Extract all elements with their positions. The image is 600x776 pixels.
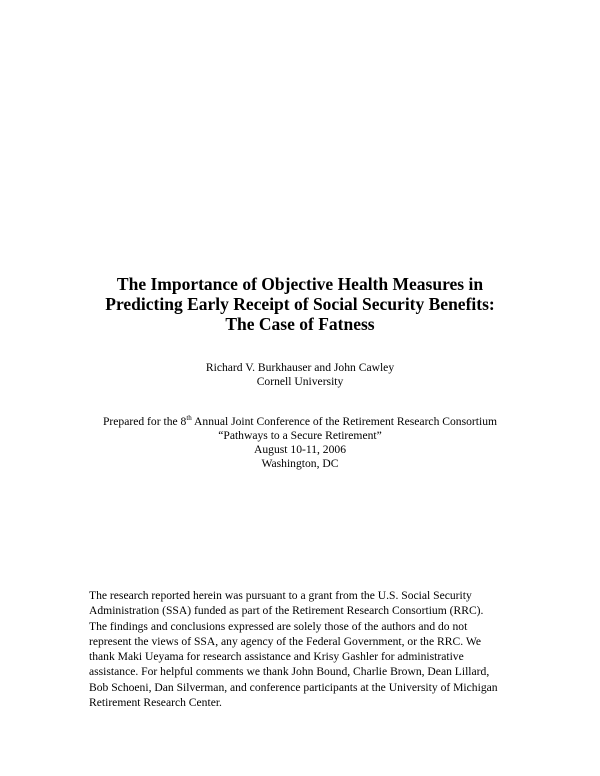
ack-line: The findings and conclusions expressed are solely those of the authors and do not — [89, 619, 468, 633]
conference-prepared-line — [0, 415, 600, 429]
prepared-prefix: Prepared for the 8 — [102, 415, 187, 428]
ack-line: The research reported herein was pursuant to a grant from the U.S. Social Security — [89, 589, 472, 602]
conference-theme: “Pathways to a Secure Retirement” — [218, 429, 382, 442]
ack-line: Bob Schoeni, Dan Silverman, and conference participants at the University of Michigan — [89, 680, 498, 694]
title-line-3: The Case of Fatness — [225, 314, 375, 334]
author-block — [0, 361, 600, 389]
acknowledgment-paragraph — [89, 588, 529, 710]
author-affiliation: Cornell University — [256, 375, 344, 388]
title-line-1: The Importance of Objective Health Measures in — [116, 274, 484, 294]
ack-line: thank Maki Ueyama for research assistance and Krisy Gashler for administrative — [89, 650, 464, 664]
conference-info — [0, 415, 600, 471]
author-names: Richard V. Burkhauser and John Cawley — [205, 361, 395, 374]
ack-line: Retirement Research Center. — [89, 696, 222, 710]
prepared-rest: Annual Joint Conference of the Retirement Research Consortium — [191, 415, 498, 428]
ack-line: Administration (SSA) funded as part of the Retirement Research Consortium (RRC). — [89, 604, 484, 618]
conference-location: Washington, DC — [261, 457, 339, 470]
ordinal-suffix: th — [186, 414, 192, 422]
paper-title — [0, 274, 600, 334]
ack-line: represent the views of SSA, any agency of the Federal Government, or the RRC. We — [89, 634, 481, 648]
title-line-2: Predicting Early Receipt of Social Security Benefits: — [105, 294, 495, 314]
conference-dates: August 10-11, 2006 — [254, 443, 346, 456]
ack-line: assistance. For helpful comments we thank John Bound, Charlie Brown, Dean Lillard, — [89, 665, 490, 679]
